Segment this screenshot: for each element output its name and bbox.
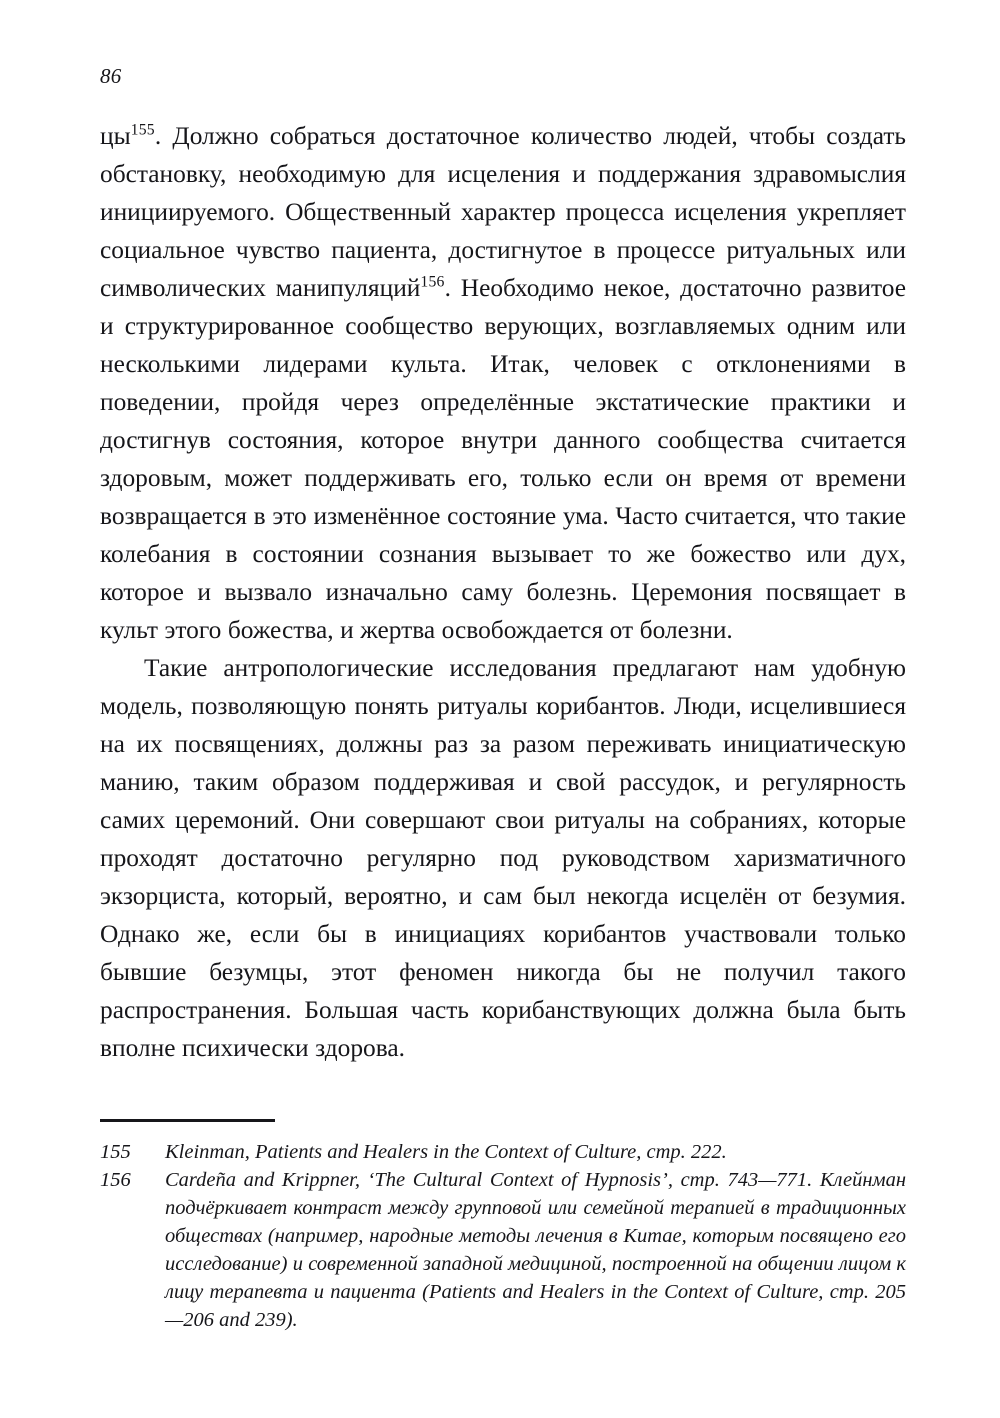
page-number: 86 (100, 64, 122, 88)
footnote-block (100, 1119, 906, 1334)
footnote-list (100, 1138, 906, 1334)
paragraph-text: . Должно собраться достаточное количество людей, чтобы создать обстановку, необходимую для исцеления и поддержания здравомыслия инициируемого. Общественный характер процесса исцеления укрепляет социальное чувство пациента, достигнутое в процессе ритуальных или символических манипуляций (100, 122, 906, 302)
paragraph-text: Такие антропологические исследования предлагают нам удобную модель, позволяющую понять ритуалы корибантов. Люди, исцелившиеся на их посвящениях, должны раз за разом переживать инициатическую манию, таким образом поддерживая и свой рассудок, и регулярность самих церемоний. Они совершают свои ритуалы на собраниях, которые проходят достаточно регулярно под руководством харизматичного экзорциста, который, вероятно, и сам был некогда исцелён от безумия. Однако же, если бы в инициациях корибантов участвовали только бывшие безумцы, этот феномен никогда бы не получил такого распространения. Большая часть корибанствующих должна была быть вполне психически здорова. (100, 654, 906, 1062)
body-text-block (100, 117, 906, 1067)
paragraph-text: . Необходимо некое, достаточно развитое и структурированное сообщество верующих, возглавляемых одним или несколькими лидерами культа. Итак, человек с отклонениями в поведении, пройдя через определённые экстатические практики и достигнув состояния, которое внутри данного сообщества считается здоровым, может поддерживать его, только если он время от времени возвращается в это изменённое состояние ума. Часто считается, что такие колебания в состоянии сознания вызывает то же божество или дух, которое и вызвало изначально саму болезнь. Церемония посвящает в культ этого божества, и жертва освобождается от болезни. (100, 274, 906, 644)
footnote-item (100, 1166, 906, 1334)
footnote-text: Cardeña and Krippner, ‘The Cultural Context of Hypnosis’, стр. 743—771. Клейнман подчёркивает контраст между групповой или семейной терапией в традиционных обществах (например, народные методы лечения в Китае, которым посвящено его исследование) и современной западной медициной, построенной на общении лицом к лицу терапевта и пациента (Patients and Healers in the Context of Culture, стр. 205—206 and 239). (165, 1169, 906, 1331)
footnote-number[interactable]: 156 (100, 1169, 131, 1191)
footnote-separator-rule (100, 1119, 275, 1122)
paragraph (100, 649, 906, 1067)
footnote-number[interactable]: 155 (100, 1141, 131, 1163)
footnote-reference[interactable]: 156 (420, 273, 445, 291)
footnote-text: Kleinman, Patients and Healers in the Context of Culture, стр. 222. (165, 1141, 727, 1163)
footnote-reference[interactable]: 155 (130, 121, 155, 139)
paragraph (100, 117, 906, 649)
footnote-item (100, 1138, 906, 1166)
paragraph-text: цы (100, 122, 131, 150)
